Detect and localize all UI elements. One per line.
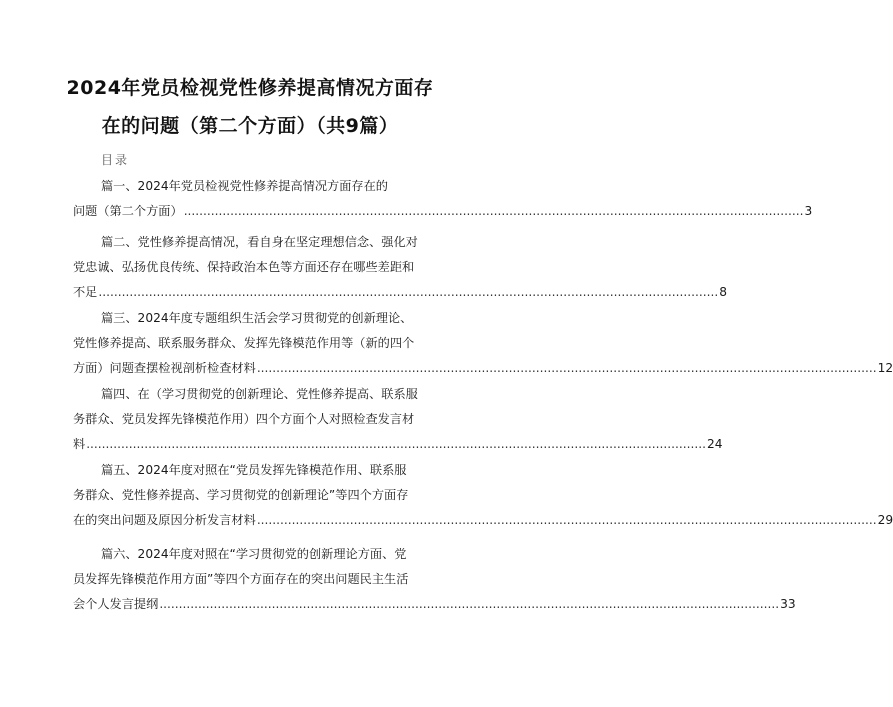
- toc-entry-text-line: 不足: [73, 285, 98, 299]
- toc-entry-text-line: 务群众、党员发挥先锋模范作用）四个方面个人对照检查发言材: [73, 412, 415, 426]
- toc-entry-text-line: 篇四、在（学习贯彻党的创新理论、党性修养提高、联系服: [101, 387, 418, 401]
- toc-entry-3[interactable]: [73, 306, 893, 381]
- toc-entry-text-line: 篇三、2024年度专题组织生活会学习贯彻党的创新理论、: [101, 311, 413, 325]
- toc-entry-4[interactable]: [73, 382, 723, 457]
- toc-leader-dots: ................................................................................................................................................................: [256, 513, 877, 527]
- toc-entry-last-line: [73, 508, 893, 533]
- toc-entry-text-line: 员发挥先锋模范作用方面”等四个方面存在的突出问题民主生活: [73, 572, 409, 586]
- toc-page-number: 24: [707, 437, 723, 451]
- toc-entry-text-line: 篇一、2024年党员检视党性修养提高情况方面存在的: [101, 179, 388, 193]
- toc-page-number: 33: [780, 597, 796, 611]
- toc-entry-text-line: 党性修养提高、联系服务群众、发挥先锋模范作用等（新的四个: [73, 336, 415, 350]
- toc-leader-dots: ................................................................................................................................................................: [183, 204, 804, 218]
- document-title-line-2: 在的问题（第二个方面）（共9篇）: [101, 115, 399, 137]
- toc-entry-text-line: 料: [73, 437, 86, 451]
- toc-leader-dots: ................................................................................................................................................................: [98, 285, 719, 299]
- document-title-line-1: 2024年党员检视党性修养提高情况方面存: [66, 77, 434, 99]
- toc-entry-text-line: 会个人发言提纲: [73, 597, 159, 611]
- toc-page-number: 3: [804, 204, 813, 218]
- toc-label: 目录: [101, 153, 130, 167]
- toc-entry-2[interactable]: [73, 230, 727, 305]
- toc-page-number: 12: [877, 361, 893, 375]
- toc-entry-1[interactable]: [73, 174, 813, 224]
- toc-entry-text-line: 方面）问题查摆检视剖析检查材料: [73, 361, 256, 375]
- toc-page-number: 29: [877, 513, 893, 527]
- toc-entry-text-line: 篇二、党性修养提高情况，看自身在坚定理想信念、强化对: [101, 235, 418, 249]
- toc-entry-last-line: [73, 199, 813, 224]
- toc-entry-text-line: 篇五、2024年度对照在“党员发挥先锋模范作用、联系服: [101, 463, 407, 477]
- toc-page-number: 8: [719, 285, 727, 299]
- toc-entry-last-line: [73, 356, 893, 381]
- toc-entry-last-line: [73, 592, 796, 617]
- toc-entry-text-line: 在的突出问题及原因分析发言材料: [73, 513, 256, 527]
- toc-entry-5[interactable]: [73, 458, 893, 533]
- toc-leader-dots: ................................................................................................................................................................: [256, 361, 877, 375]
- toc-entry-last-line: [73, 280, 727, 305]
- toc-entry-text-line: 务群众、党性修养提高、学习贯彻党的创新理论”等四个方面存: [73, 488, 409, 502]
- toc-entry-last-line: [73, 432, 723, 457]
- toc-entry-6[interactable]: [73, 542, 796, 617]
- toc-entry-text-line: 党忠诚、弘扬优良传统、保持政治本色等方面还存在哪些差距和: [73, 260, 415, 274]
- toc-entry-text-line: 篇六、2024年度对照在“学习贯彻党的创新理论方面、党: [101, 547, 407, 561]
- toc-leader-dots: ................................................................................................................................................................: [159, 597, 780, 611]
- toc-entry-text-line: 问题（第二个方面）: [73, 204, 183, 218]
- toc-leader-dots: ................................................................................................................................................................: [86, 437, 707, 451]
